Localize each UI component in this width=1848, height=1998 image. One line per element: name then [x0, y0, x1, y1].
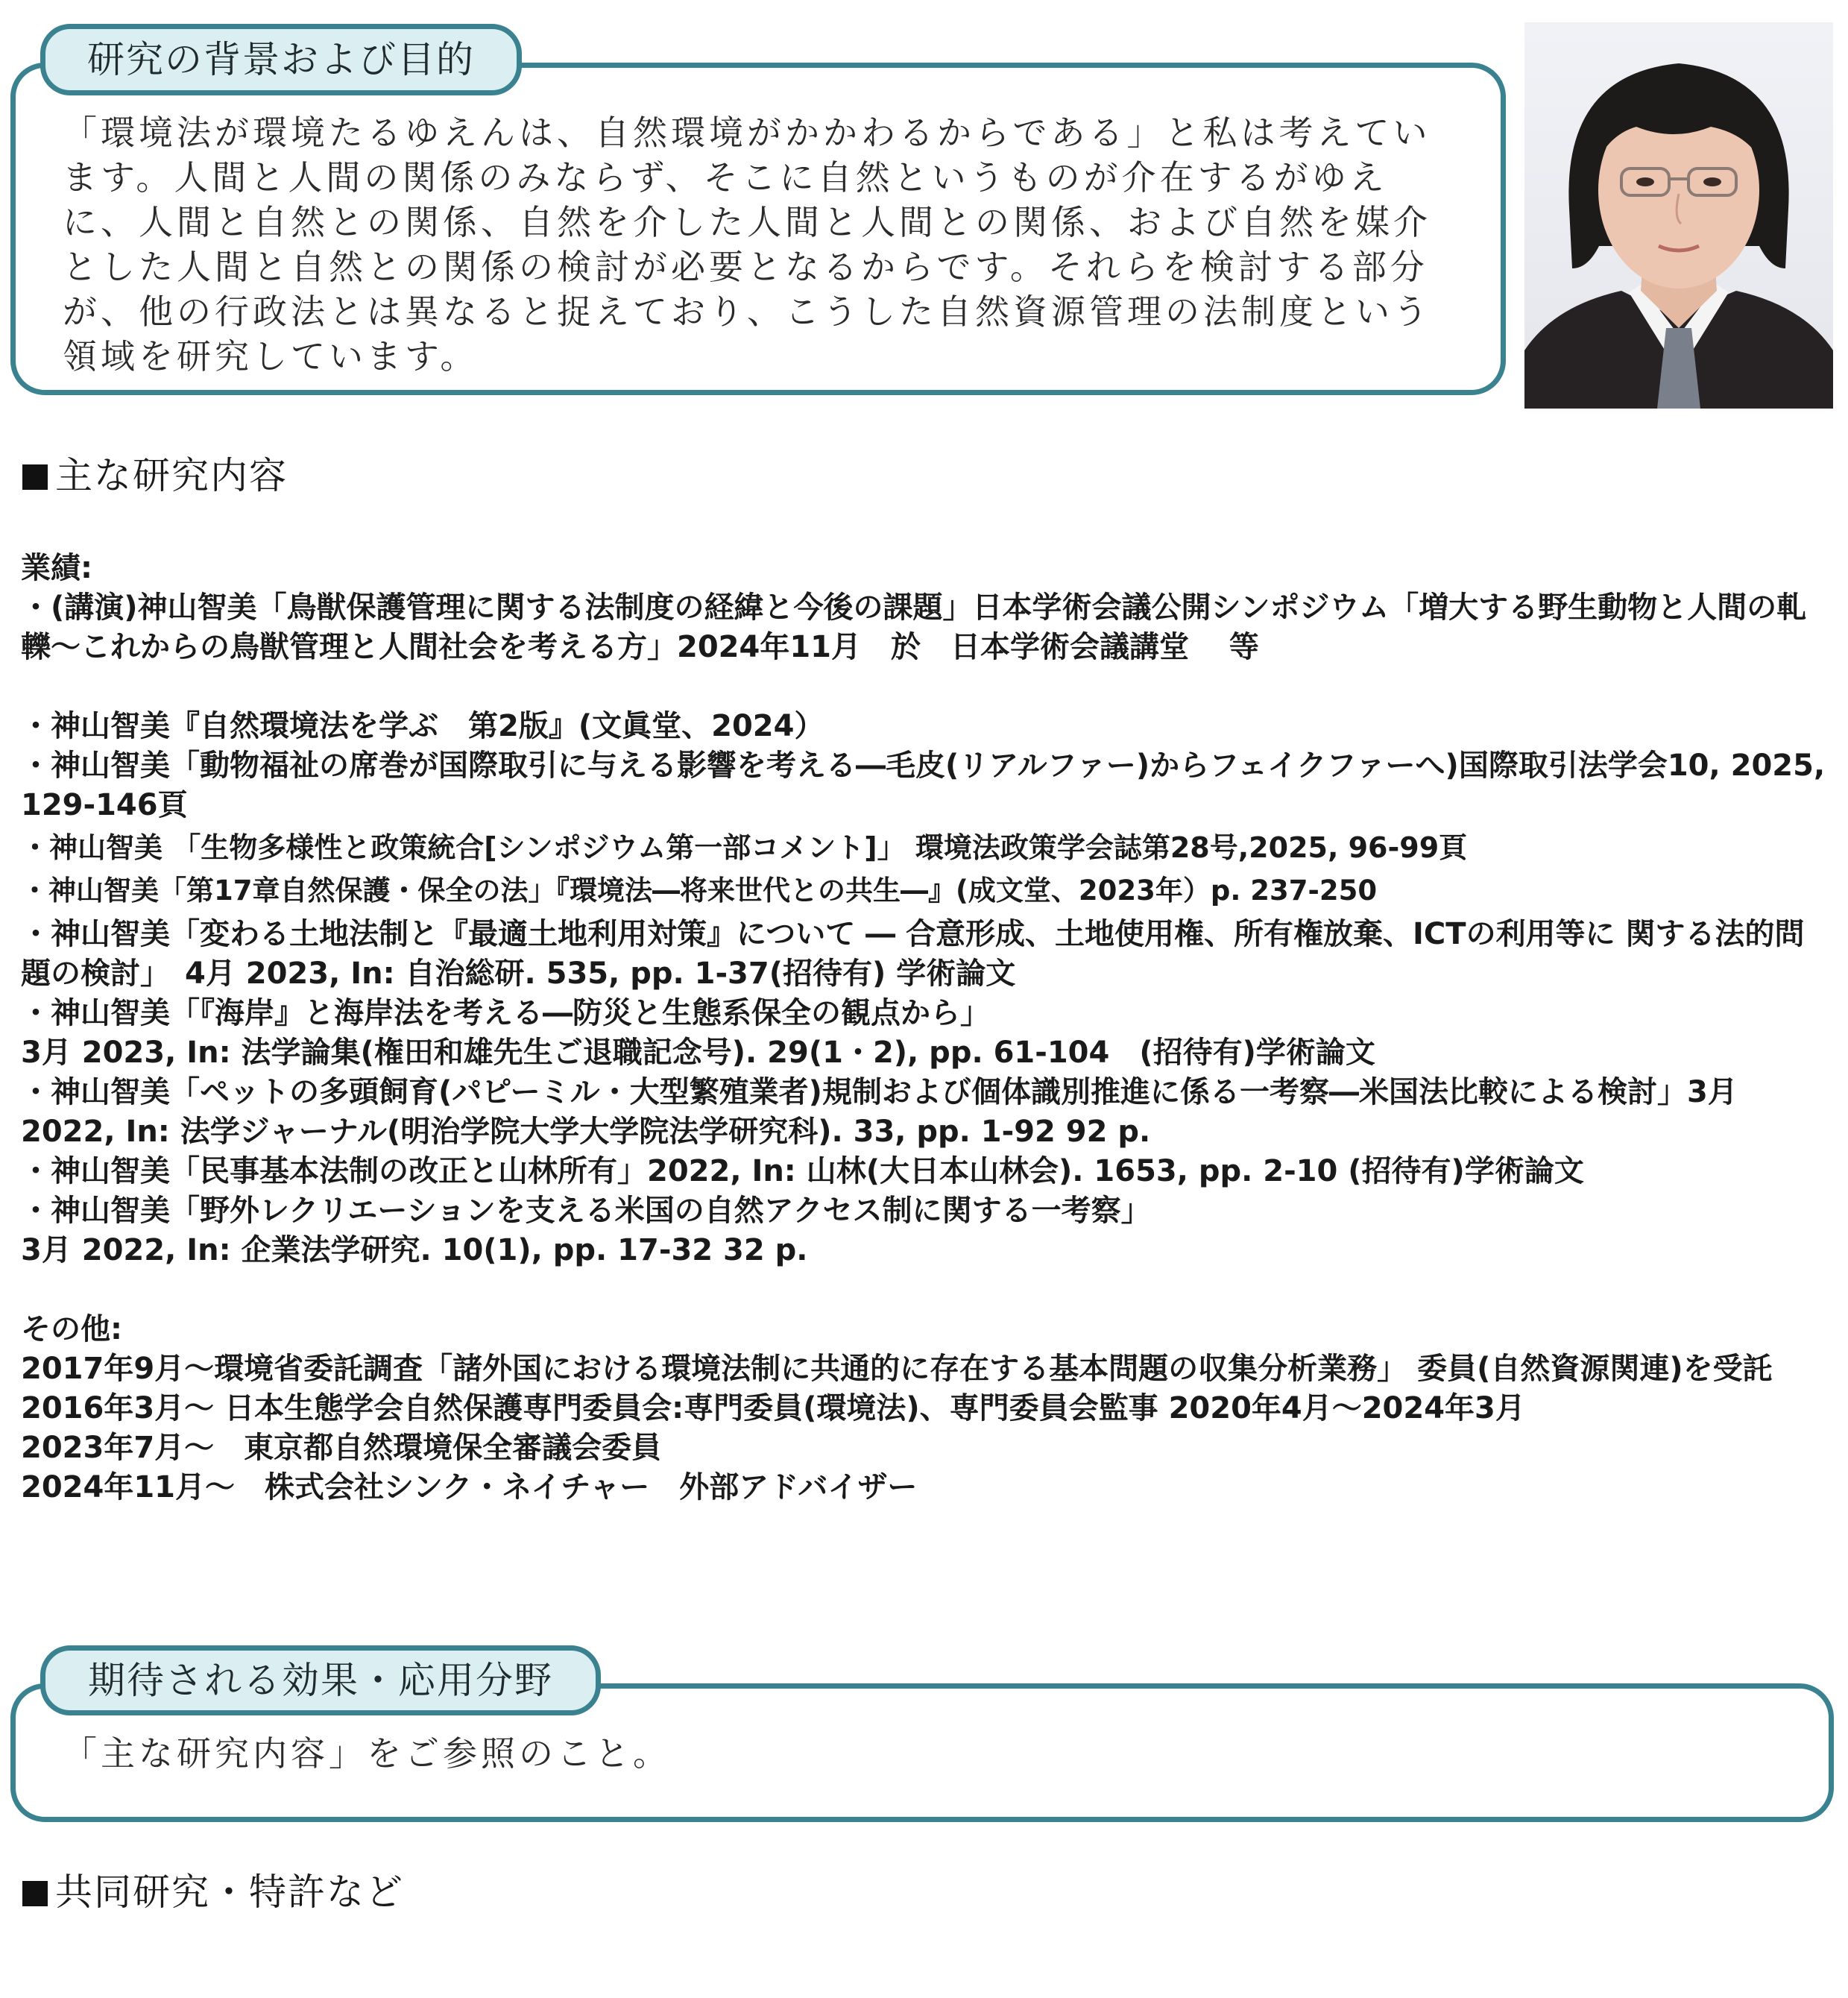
achievement-item: ・神山智美「第17章自然保護・保全の法」『環境法―将来世代との共生―』(成文堂、2023年）p. 237-250 — [21, 874, 1378, 907]
other-item: 2016年3月～ 日本生態学会自然保護専門委員会:専門委員(環境法)、専門委員会監事 2020年4月～2024年3月 — [21, 1391, 1525, 1425]
other-item: 2023年7月～ 東京都自然環境保全審議会委員 — [21, 1431, 662, 1465]
background-section-tab: 研究の背景および目的 — [40, 24, 522, 95]
portrait-image — [1524, 22, 1833, 409]
black-square-icon — [22, 1881, 48, 1906]
achievement-item: ・神山智美 「生物多様性と政策統合[シンポジウム第一部コメント]」 環境法政策学会誌第28号,2025, 96-99頁 — [21, 831, 1468, 864]
main-research-heading — [22, 453, 288, 498]
black-square-icon — [22, 464, 48, 490]
achievement-item: ・神山智美「ペットの多頭飼育(パピーミル・大型繁殖業者)規制および個体識別推進に係る一考察―米国法比較による検討」3月 2022, In: 法学ジャーナル(明治学院大学大学院法学研究科). 33, pp. 1-92 92 p. — [21, 1075, 1738, 1149]
portrait-photo — [1524, 22, 1833, 409]
other-item: 2024年11月～ 株式会社シンク・ネイチャー 外部アドバイザー — [21, 1470, 918, 1504]
effects-section-tab: 期待される効果・応用分野 — [40, 1645, 601, 1715]
achievement-item: 3月 2022, In: 企業法学研究. 10(1), pp. 17-32 32 p. — [21, 1233, 808, 1267]
achievement-item: ・神山智美『自然環境法を学ぶ 第2版』(文眞堂、2024） — [21, 709, 824, 743]
achievement-item: 3月 2023, In: 法学論集(権田和雄先生ご退職記念号). 29(1・2), pp. 61-104 (招待有)学術論文 — [21, 1036, 1375, 1070]
joint-research-heading-label: 共同研究・特許など — [55, 1871, 404, 1914]
achievement-item: ・神山智美「民事基本法制の改正と山林所有」2022, In: 山林(大日本山林会). 1653, pp. 2-10 (招待有)学術論文 — [21, 1154, 1584, 1188]
other-item: 2017年9月～環境省委託調査「諸外国における環境法制に共通的に存在する基本問題の収集分析業務」 委員(自然資源関連)を受託 — [21, 1352, 1773, 1386]
joint-research-heading — [22, 1870, 404, 1915]
main-research-content — [21, 549, 1832, 1507]
achievement-item: ・神山智美「『海岸』と海岸法を考える―防災と生態系保全の観点から」 — [21, 996, 990, 1030]
achievement-item: ・神山智美「動物福祉の席巻が国際取引に与える影響を考える―毛皮(リアルファー)からフェイクファーへ)国際取引法学会10, 2025, 129-146頁 — [21, 749, 1826, 822]
main-research-heading-label: 主な研究内容 — [55, 454, 288, 497]
background-section-text: 「環境法が環境たるゆえんは、自然環境がかかわるからである」と私は考えています。人間と人間の関係のみならず、そこに自然というものが介在するがゆえに、人間と自然との関係、自然を介した人間と人間との関係、および自然を媒介とした人間と自然との関係の検討が必要となるからです。それらを検討する部分が、他の行政法とは異なると捉えており、こうした自然資源管理の法制度という領域を研究しています。 — [63, 113, 1431, 376]
effects-section-text: 「主な研究内容」をご参照のこと。 — [63, 1733, 671, 1774]
achievement-item: ・神山智美「野外レクリエーションを支える米国の自然アクセス制に関する一考察」 — [21, 1194, 1151, 1228]
other-label: その他: — [21, 1312, 122, 1346]
achievement-item: ・(講演)神山智美「鳥獣保護管理に関する法制度の経緯と今後の課題」日本学術会議公開シンポジウム「増大する野生動物と人間の軋轢～これからの鳥獣管理と人間社会を考える方」2024年11月 於 日本学術会議講堂 等 — [21, 590, 1807, 664]
achievement-item: ・神山智美「変わる土地法制と『最適土地利用対策』について ― 合意形成、土地使用権、所有権放棄、ICTの利用等に 関する法的問題の検討」 4月 2023, In: 自治総研. 535, pp. 1-37(招待有) 学術論文 — [21, 917, 1805, 991]
achievements-label: 業績: — [21, 551, 92, 585]
